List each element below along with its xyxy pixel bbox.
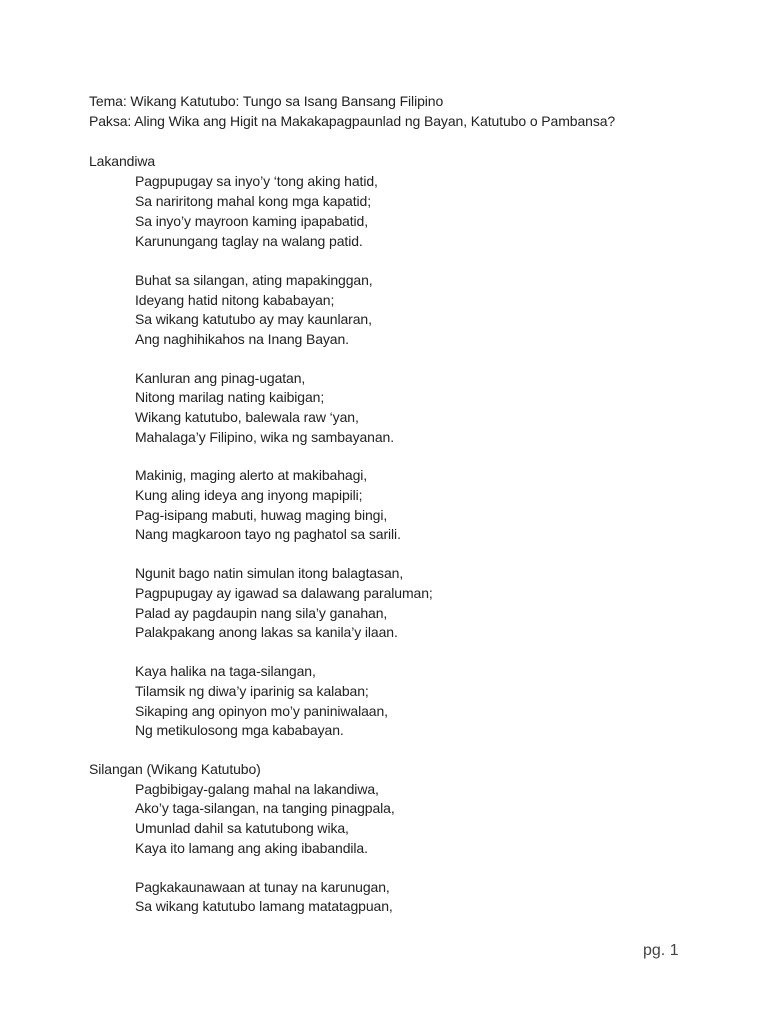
verse-line: Palakpakang anong lakas sa kanila’y ilaan. bbox=[135, 624, 398, 640]
verse-line: Umunlad dahil sa katutubong wika, bbox=[135, 820, 349, 836]
verse-line: Palad ay pagdaupin nang sila’y ganahan, bbox=[135, 605, 388, 621]
verse-line: Makinig, maging alerto at makibahagi, bbox=[135, 467, 368, 483]
verse-line: Ang naghihikahos na Inang Bayan. bbox=[135, 331, 349, 347]
verse-line: Pagpupugay ay igawad sa dalawang paraluman; bbox=[135, 585, 433, 601]
paksa-line: Paksa: Aling Wika ang Higit na Makakapagpaunlad ng Bayan, Katutubo o Pambansa? bbox=[89, 113, 616, 129]
verse-line: Tilamsik ng diwa’y iparinig sa kalaban; bbox=[135, 683, 369, 699]
verse-line: Sa inyo’y mayroon kaming ipapabatid, bbox=[135, 213, 368, 229]
speaker-heading-silangan: Silangan (Wikang Katutubo) bbox=[89, 761, 261, 777]
verse-line: Nang magkaroon tayo ng paghatol sa sarili. bbox=[135, 526, 401, 542]
verse-line: Pagbibigay-galang mahal na lakandiwa, bbox=[135, 781, 379, 797]
verse-line: Ngunit bago natin simulan itong balagtasan, bbox=[135, 565, 404, 581]
verse-line: Ideyang hatid nitong kababayan; bbox=[135, 292, 335, 308]
verse-line: Kaya ito lamang ang aking ibabandila. bbox=[135, 840, 368, 856]
verse-line: Buhat sa silangan, ating mapakinggan, bbox=[135, 272, 373, 288]
speaker-heading-lakandiwa: Lakandiwa bbox=[89, 153, 156, 169]
verse-line: Sa wikang katutubo ay may kaunlaran, bbox=[135, 311, 372, 327]
verse-line: Pagpupugay sa inyo’y ‘tong aking hatid, bbox=[135, 173, 378, 189]
verse-line: Sa nariritong mahal kong mga kapatid; bbox=[135, 193, 371, 209]
verse-line: Karunungang taglay na walang patid. bbox=[135, 233, 363, 249]
verse-line: Sa wikang katutubo lamang matatagpuan, bbox=[135, 898, 393, 914]
verse-line: Pagkakaunawaan at tunay na karunugan, bbox=[135, 879, 390, 895]
verse-line: Mahalaga’y Filipino, wika ng sambayanan. bbox=[135, 429, 395, 445]
verse-line: Ng metikulosong mga kababayan. bbox=[135, 722, 344, 738]
verse-line: Kaya halika na taga-silangan, bbox=[135, 663, 316, 679]
verse-line: Nitong marilag nating kaibigan; bbox=[135, 389, 325, 405]
verse-line: Sikaping ang opinyon mo’y paniniwalaan, bbox=[135, 703, 388, 719]
verse-line: Kanluran ang pinag-ugatan, bbox=[135, 370, 306, 386]
page-number: pg. 1 bbox=[643, 942, 679, 959]
verse-line: Ako’y taga-silangan, na tanging pinagpala, bbox=[135, 800, 395, 816]
verse-line: Wikang katutubo, balewala raw ‘yan, bbox=[135, 409, 359, 425]
verse-line: Kung aling ideya ang inyong mapipili; bbox=[135, 487, 363, 503]
verse-line: Pag-isipang mabuti, huwag maging bingi, bbox=[135, 507, 388, 523]
tema-line: Tema: Wikang Katutubo: Tungo sa Isang Bansang Filipino bbox=[89, 93, 444, 109]
